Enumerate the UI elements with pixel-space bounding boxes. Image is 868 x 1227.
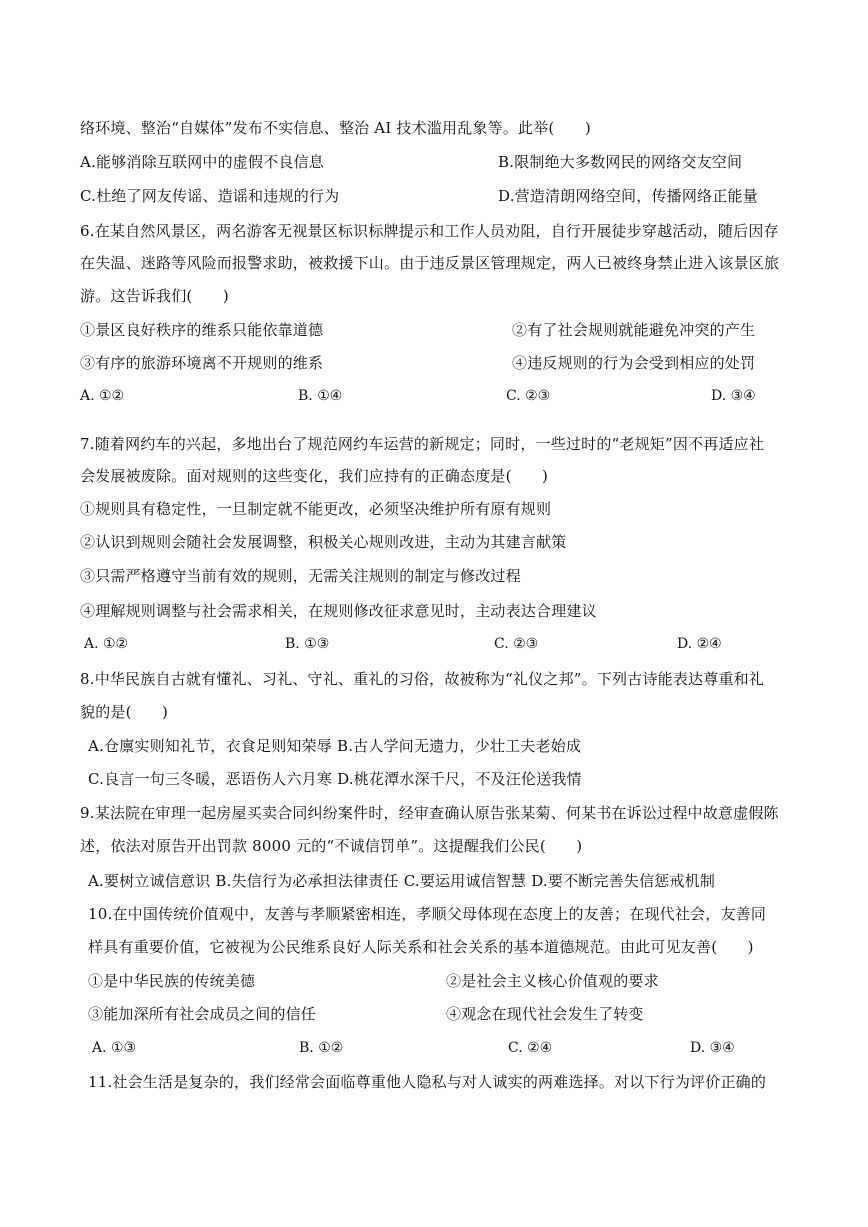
- q5-stem-tail: 络环境、整治“自媒体”发布不实信息、整治 AI 技术滥用乱象等。此举( ): [80, 119, 591, 137]
- q5-option-b: B.限制绝大多数网民的网络交友空间: [498, 153, 743, 171]
- q8-options-cd: C.良言一句三冬暖，恶语伤人六月寒 D.桃花潭水深千尺，不及汪伦送我情: [88, 770, 582, 788]
- q5-option-d: D.营造清朗网络空间，传播网络正能量: [498, 187, 758, 205]
- q7-stem-line1: 7.随着网约车的兴起，多地出台了规范网约车运营的新规定；同时，一些过时的“老规矩”因不再适应社: [80, 435, 765, 453]
- q10-stem-line2: 样具有重要价值，它被视为公民维系良好人际关系和社会关系的基本道德规范。由此可见友善( ): [88, 938, 754, 956]
- q7-option-b: B. ①③: [285, 636, 330, 652]
- q8-options-ab: A.仓廪实则知礼节，衣食足则知荣辱 B.古人学问无遗力，少壮工夫老始成: [88, 737, 582, 755]
- q7-option-c: C. ②③: [494, 636, 539, 652]
- q6-stem-line1: 6.在某自然风景区，两名游客无视景区标识标牌提示和工作人员劝阻，自行开展徒步穿越活动，随后因存: [80, 222, 779, 240]
- q6-option-a: A. ①②: [80, 388, 125, 404]
- q7-option-d: D. ②④: [677, 636, 722, 652]
- q10-stem-line1: 10.在中国传统价值观中，友善与孝顺紧密相连，孝顺父母体现在态度上的友善；在现代社会，友善同: [88, 905, 767, 923]
- q9-options: A.要树立诚信意识 B.失信行为必承担法律责任 C.要运用诚信智慧 D.要不断完善失信惩戒机制: [88, 872, 716, 890]
- q6-option-d: D. ③④: [711, 388, 756, 404]
- q10-option-a: A. ①③: [92, 1040, 137, 1056]
- q10-option-c: C. ②④: [508, 1040, 553, 1056]
- q7-statement-4: ④理解规则调整与社会需求相关，在规则修改征求意见时，主动表达合理建议: [80, 602, 597, 620]
- q6-statement-3: ③有序的旅游环境离不开规则的维系: [80, 354, 324, 372]
- q5-option-c: C.杜绝了网友传谣、造谣和违规的行为: [80, 187, 340, 205]
- q10-statement-3: ③能加深所有社会成员之间的信任: [88, 1005, 317, 1023]
- q8-stem-line1: 8.中华民族自古就有懂礼、习礼、守礼、重礼的习俗，故被称为“礼仪之邦”。下列古诗能表达尊重和礼: [80, 670, 765, 688]
- q6-option-b: B. ①④: [298, 388, 343, 404]
- q7-stem-line2: 会发展被废除。面对规则的这些变化，我们应持有的正确态度是( ): [80, 467, 549, 485]
- q7-statement-1: ①规则具有稳定性，一旦制定就不能更改，必须坚决维护所有原有规则: [80, 500, 552, 518]
- q6-statement-4: ④违反规则的行为会受到相应的处罚: [512, 354, 756, 372]
- q9-stem-line2: 述，依法对原告开出罚款 8000 元的“不诚信罚单”。这提醒我们公民( ): [80, 837, 583, 855]
- q7-option-a: A. ①②: [84, 636, 129, 652]
- q10-option-b: B. ①②: [299, 1040, 344, 1056]
- q7-statement-3: ③只需严格遵守当前有效的规则，无需关注规则的制定与修改过程: [80, 567, 521, 585]
- q9-stem-line1: 9.某法院在审理一起房屋买卖合同纠纷案件时，经审查确认原告张某菊、何某书在诉讼过程中故意虚假陈: [80, 804, 779, 822]
- q10-statement-2: ②是社会主义核心价值观的要求: [446, 972, 659, 990]
- q10-statement-1: ①是中华民族的传统美德: [88, 972, 256, 990]
- q7-statement-2: ②认识到规则会随社会发展调整，积极关心规则改进，主动为其建言献策: [80, 533, 567, 551]
- q6-stem-line3: 游。这告诉我们( ): [80, 287, 229, 305]
- q11-stem-line1: 11.社会生活是复杂的，我们经常会面临尊重他人隐私与对人诚实的两难选择。对以下行为评价正确的: [88, 1073, 767, 1091]
- q10-option-d: D. ③④: [690, 1040, 735, 1056]
- q10-statement-4: ④观念在现代社会发生了转变: [446, 1005, 644, 1023]
- q5-option-a: A.能够消除互联网中的虚假不良信息: [80, 153, 325, 171]
- q6-option-c: C. ②③: [506, 388, 551, 404]
- q6-stem-line2: 在失温、迷路等风险而报警求助，被救援下山。由于违反景区管理规定，两人已被终身禁止进入该景区旅: [80, 254, 780, 272]
- q6-statement-1: ①景区良好秩序的维系只能依靠道德: [80, 321, 324, 339]
- q6-statement-2: ②有了社会规则就能避免冲突的产生: [512, 321, 756, 339]
- q8-stem-line2: 貌的是( ): [80, 703, 169, 721]
